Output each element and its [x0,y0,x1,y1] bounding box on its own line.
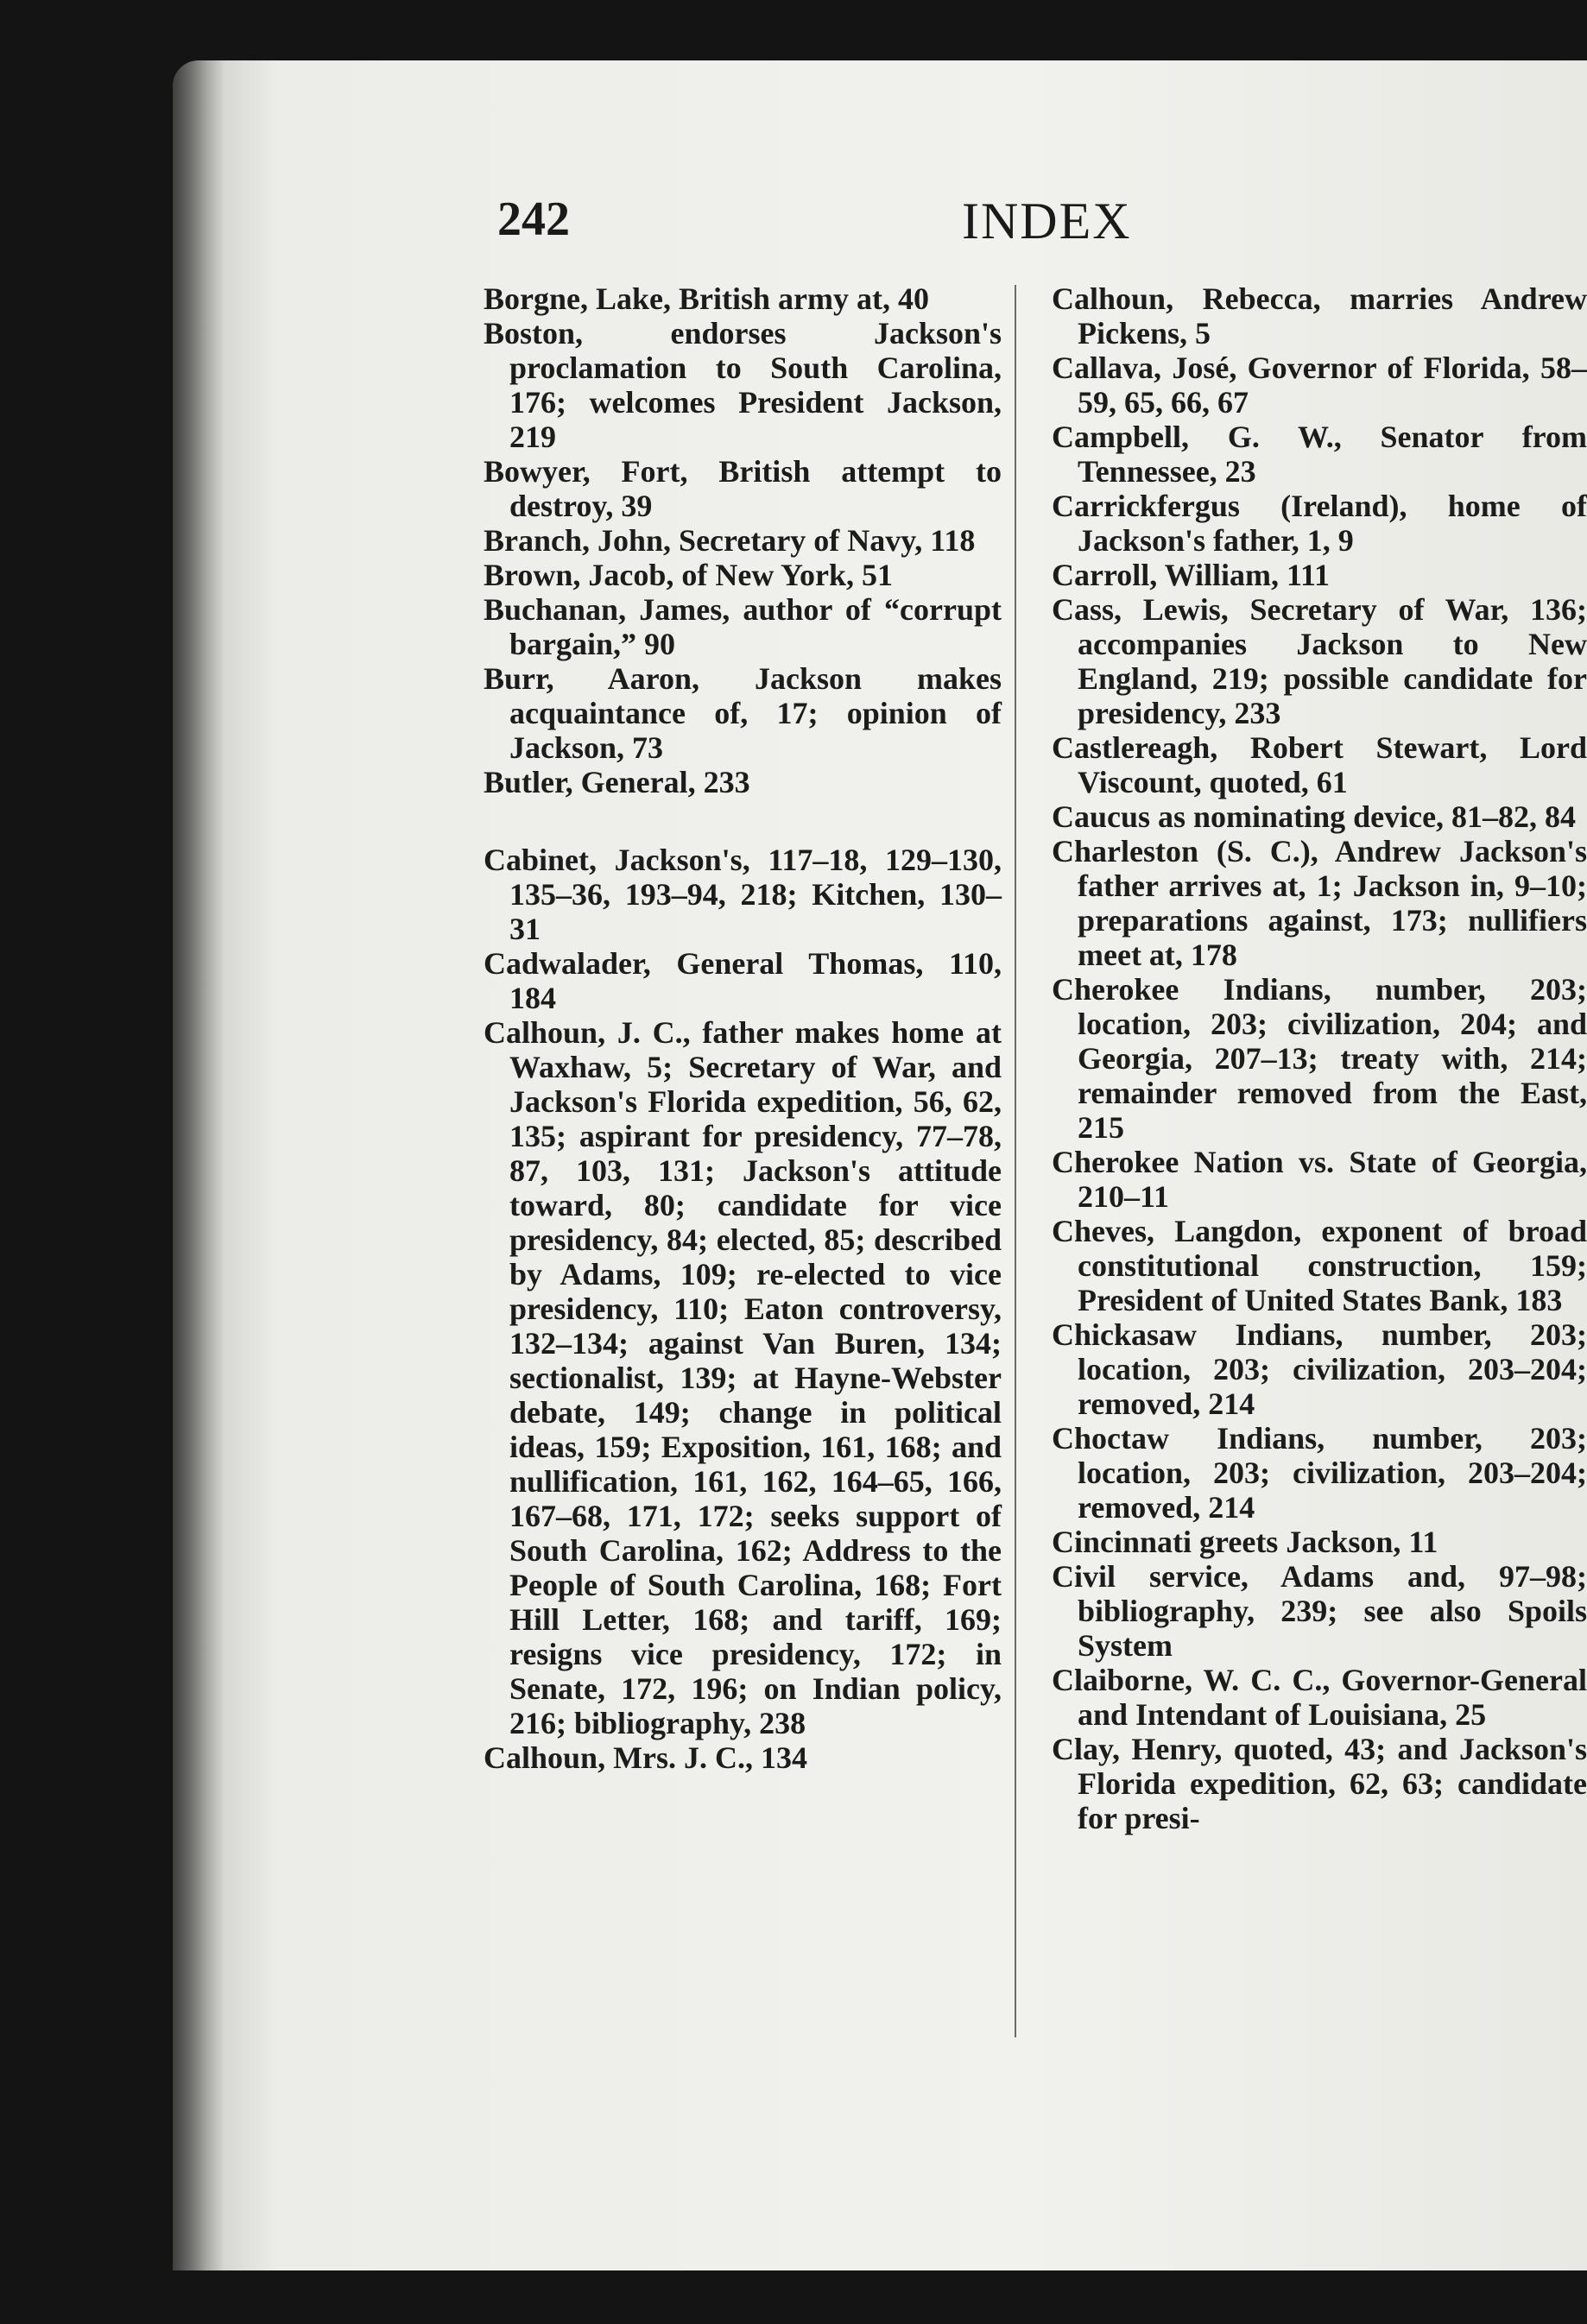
index-entry: Cincinnati greets Jackson, 11 [1052,1525,1438,1559]
page-header [497,192,1460,252]
index-entry: Campbell, G. W., Senator from Tennessee, 23 [1052,420,1587,489]
index-entry: Branch, John, Secretary of Navy, 118 [484,523,976,558]
index-entry: Cherokee Nation vs. State of Georgia, 210–11 [1052,1145,1587,1214]
index-entry: Carroll, William, 111 [1052,558,1331,592]
index-entry: Caucus as nominating device, 81–82, 84 [1052,799,1577,834]
index-entry: Brown, Jacob, of New York, 51 [484,558,893,592]
column-divider [1015,285,1016,2037]
index-entry: Clay, Henry, quoted, 43; and Jackson's Florida expedition, 62, 63; candidate for presi- [1052,1732,1587,1835]
index-column-left [484,281,1002,1775]
index-entry: Calhoun, J. C., father makes home at Waxhaw, 5; Secretary of War, and Jackson's Florida expedition, 56, 62, 135; aspirant for presidency, 77–78, 87, 103, 131; Jackson's attitude toward, 80; candidate for vice presidency, 84; elected, 85; described by Adams, 109; re-elected to vice presidency, 110; Eaton controversy, 132–134; against Van Buren, 134; sectionalist, 139; at Hayne-Webster debate, 149; change in political ideas, 159; Exposition, 161, 168; and nullification, 161, 162, 164–65, 166, 167–68, 171, 172; seeks support of South Carolina, 162; Address to the People of South Carolina, 168; Fort Hill Letter, 168; and tariff, 169; resigns vice presidency, 172; in Senate, 172, 196; on Indian policy, 216; bibliography, 238 [484,1015,1002,1740]
letter-section-gap [484,799,1002,843]
index-entry: Choctaw Indians, number, 203; location, 203; civilization, 203–204; removed, 214 [1052,1421,1587,1525]
running-title: INDEX [962,193,1132,249]
index-entry: Buchanan, James, author of “corrupt bargain,” 90 [484,592,1002,661]
index-entry: Chickasaw Indians, number, 203; location, 203; civilization, 203–204; removed, 214 [1052,1317,1587,1421]
index-entry: Cherokee Indians, number, 203; location, 203; civilization, 204; and Georgia, 207–13; treaty with, 214; remainder removed from the East, 215 [1052,972,1587,1145]
index-entry: Civil service, Adams and, 97–98; bibliography, 239; see also Spoils System [1052,1559,1587,1663]
index-entry: Burr, Aaron, Jackson makes acquaintance of, 17; opinion of Jackson, 73 [484,661,1002,765]
index-entry: Boston, endorses Jackson's proclamation to South Carolina, 176; welcomes President Jackson, 219 [484,316,1002,454]
index-entry: Castlereagh, Robert Stewart, Lord Viscount, quoted, 61 [1052,730,1587,799]
index-entry: Charleston (S. C.), Andrew Jackson's father arrives at, 1; Jackson in, 9–10; preparations against, 173; nullifiers meet at, 178 [1052,834,1587,972]
index-entry: Cass, Lewis, Secretary of War, 136; accompanies Jackson to New England, 219; possible candidate for presidency, 233 [1052,592,1587,730]
index-entry: Cheves, Langdon, exponent of broad constitutional construction, 159; President of United States Bank, 183 [1052,1214,1587,1317]
page-number: 242 [497,193,570,246]
page-edge-shadow [173,60,224,2270]
index-entry: Bowyer, Fort, British attempt to destroy, 39 [484,454,1002,523]
index-entry: Callava, José, Governor of Florida, 58–59, 65, 66, 67 [1052,350,1587,420]
index-entry: Cadwalader, General Thomas, 110, 184 [484,946,1002,1015]
index-entry: Cabinet, Jackson's, 117–18, 129–130, 135–36, 193–94, 218; Kitchen, 130–31 [484,843,1002,946]
index-entry: Carrickfergus (Ireland), home of Jackson's father, 1, 9 [1052,489,1587,558]
index-column-right [1052,281,1587,1835]
index-entry: Claiborne, W. C. C., Governor-General and Intendant of Louisiana, 25 [1052,1663,1587,1732]
index-entry: Calhoun, Rebecca, marries Andrew Pickens, 5 [1052,281,1587,350]
index-entry: Butler, General, 233 [484,765,750,799]
index-entry: Borgne, Lake, British army at, 40 [484,281,929,316]
index-entry: Calhoun, Mrs. J. C., 134 [484,1740,808,1775]
